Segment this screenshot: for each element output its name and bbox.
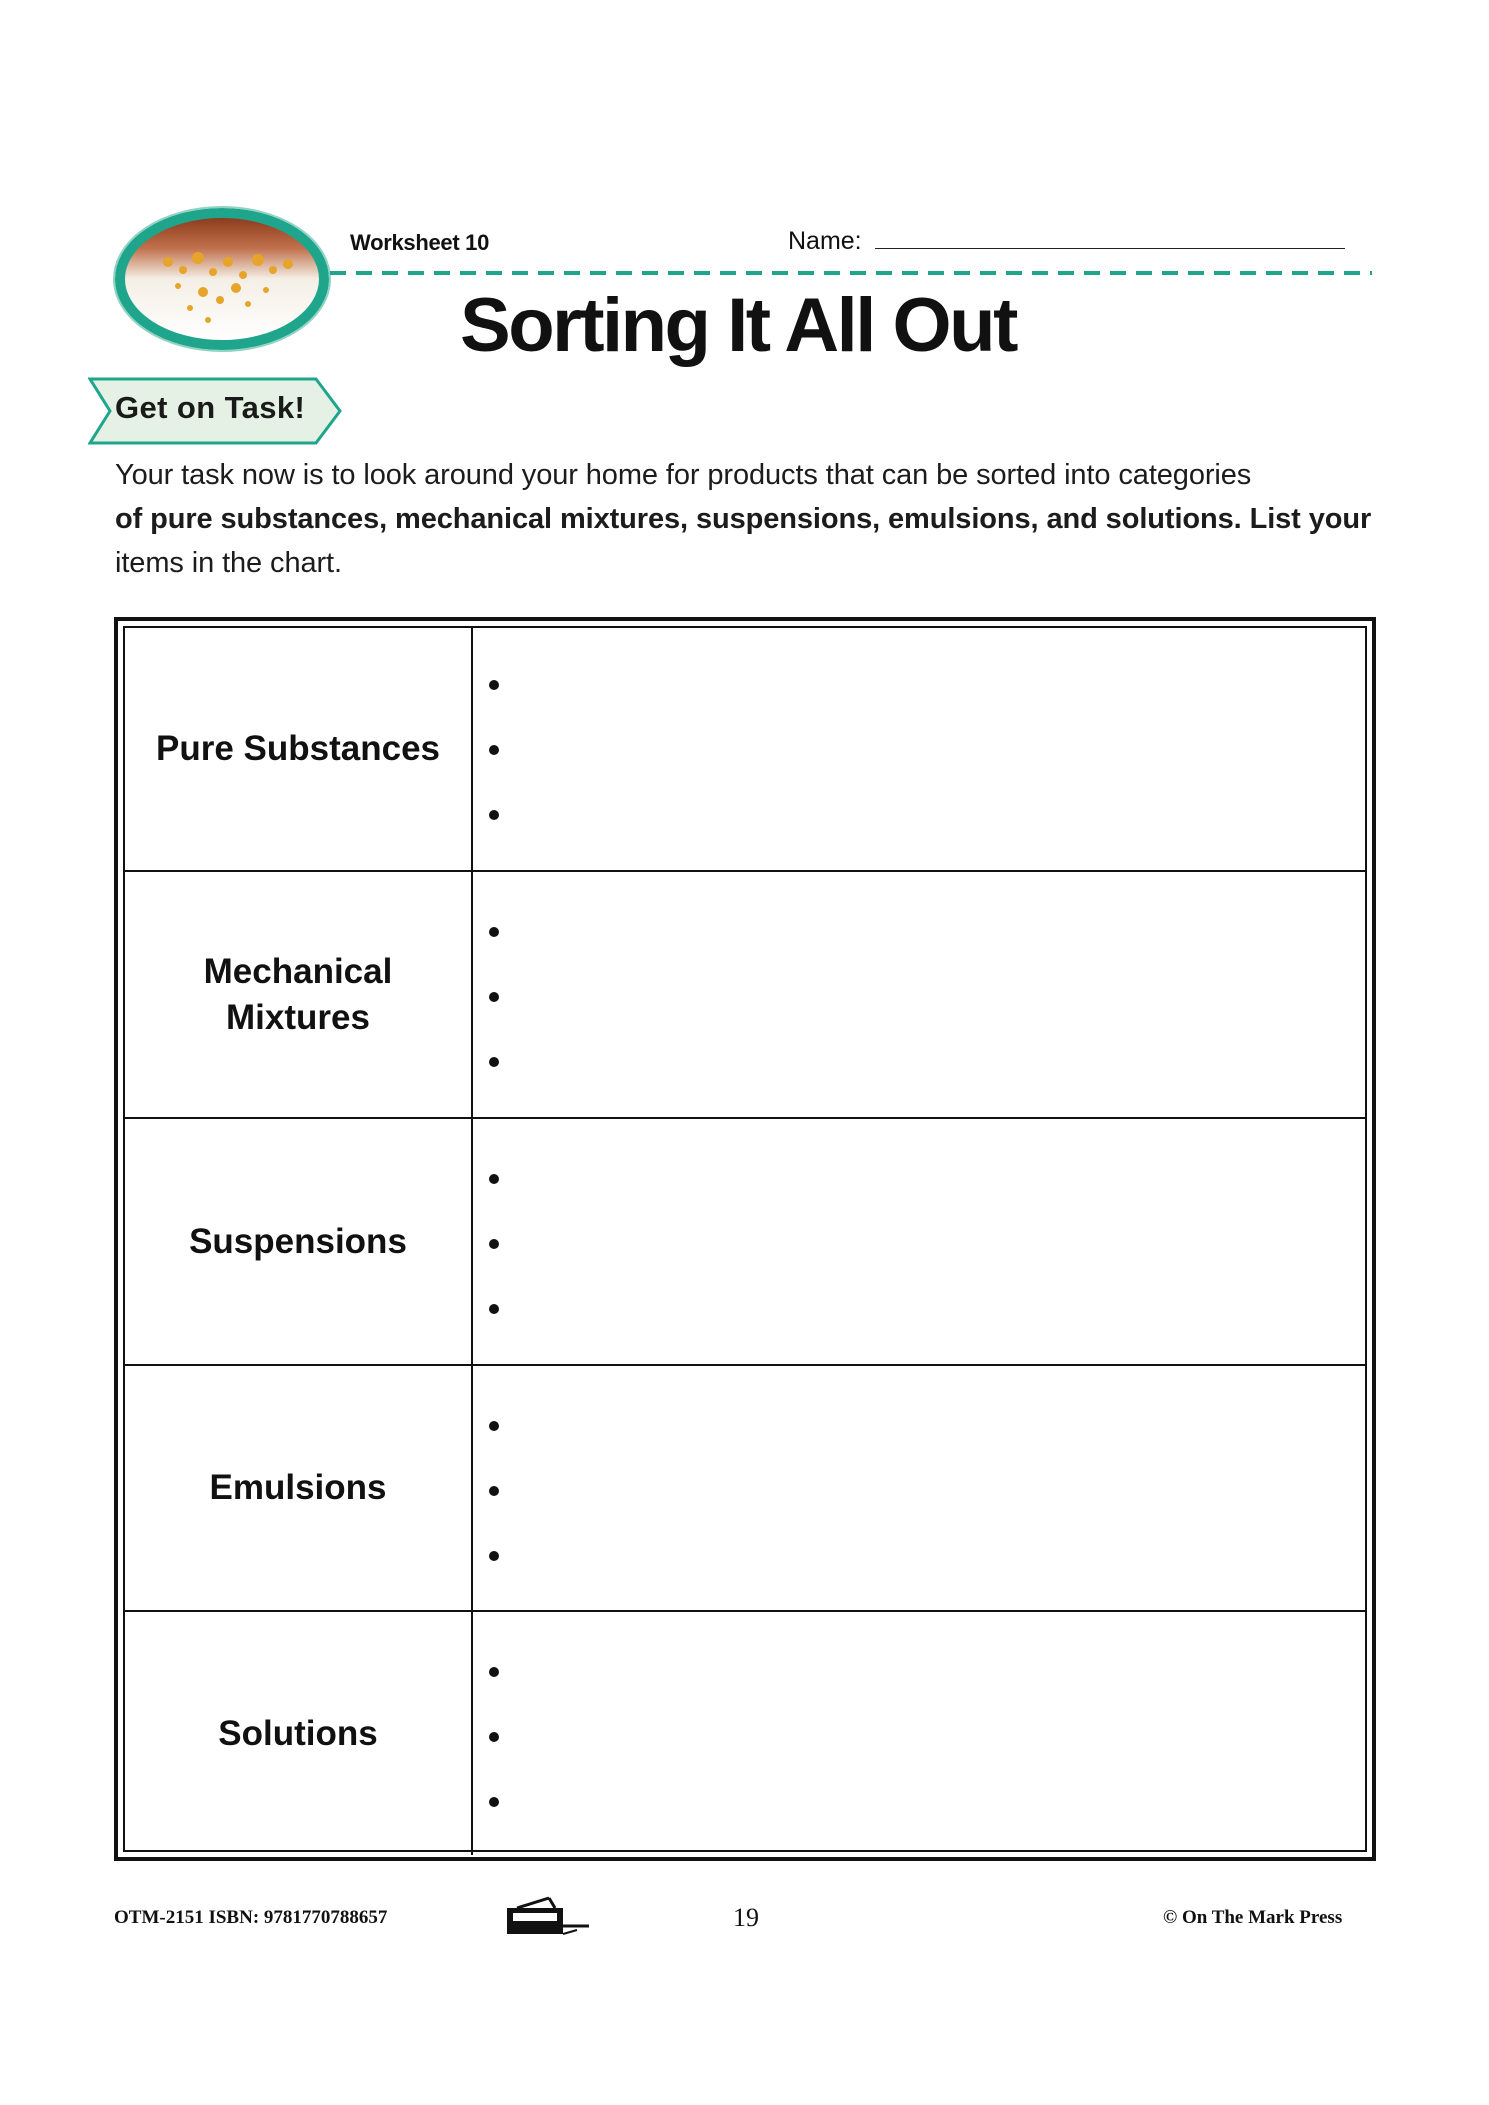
- footer-product-code: OTM-2151 ISBN: 9781770788657: [114, 1907, 388, 1928]
- chart-row-pure-substances: [125, 628, 1365, 872]
- row-label: Suspensions: [125, 1119, 473, 1364]
- bullet-entry[interactable]: [489, 1486, 499, 1496]
- row-label: Emulsions: [125, 1366, 473, 1610]
- bullet-entry[interactable]: [489, 1421, 499, 1431]
- name-field-line[interactable]: [875, 248, 1345, 249]
- name-label: Name:: [788, 227, 862, 255]
- bullet-entry[interactable]: [489, 1304, 499, 1314]
- header-dashed-divider: [330, 270, 1372, 276]
- chart-row-solutions: [125, 1612, 1365, 1855]
- instructions-line: of pure substances, mechanical mixtures, suspensions, emulsions, and solutions. List your: [115, 503, 1372, 535]
- bullet-entry[interactable]: [489, 745, 499, 755]
- bullet-entry[interactable]: [489, 1551, 499, 1561]
- page-title: Sorting It All Out: [460, 283, 1016, 368]
- bullet-entry[interactable]: [489, 1732, 499, 1742]
- chart-row-suspensions: [125, 1119, 1365, 1366]
- bullet-entry[interactable]: [489, 927, 499, 937]
- instructions-line: items in the chart.: [115, 547, 342, 579]
- worksheet-number: Worksheet 10: [350, 230, 490, 255]
- footer-copyright: © On The Mark Press: [1163, 1907, 1343, 1928]
- row-label: Mechanical Mixtures: [125, 872, 473, 1117]
- chart-row-emulsions: [125, 1366, 1365, 1612]
- row-label: Pure Substances: [125, 628, 473, 870]
- row-label: Solutions: [125, 1612, 473, 1855]
- bullet-entry[interactable]: [489, 1797, 499, 1807]
- bullet-entry[interactable]: [489, 1057, 499, 1067]
- bullet-entry[interactable]: [489, 680, 499, 690]
- chart-row-mechanical-mixtures: [125, 872, 1365, 1119]
- bullet-entry[interactable]: [489, 810, 499, 820]
- sorting-chart: [114, 617, 1376, 1861]
- banner-label: Get on Task!: [115, 390, 306, 425]
- bullet-entry[interactable]: [489, 1239, 499, 1249]
- instructions-line: Your task now is to look around your home for products that can be sorted into categories: [115, 459, 1252, 491]
- photocopier-icon: [505, 1896, 595, 1938]
- bullet-entry[interactable]: [489, 992, 499, 1002]
- worksheet-logo-image: [108, 200, 336, 358]
- bullet-entry[interactable]: [489, 1174, 499, 1184]
- page-number: 19: [733, 1903, 759, 1932]
- bullet-entry[interactable]: [489, 1667, 499, 1677]
- instructions-paragraph: [115, 453, 1375, 585]
